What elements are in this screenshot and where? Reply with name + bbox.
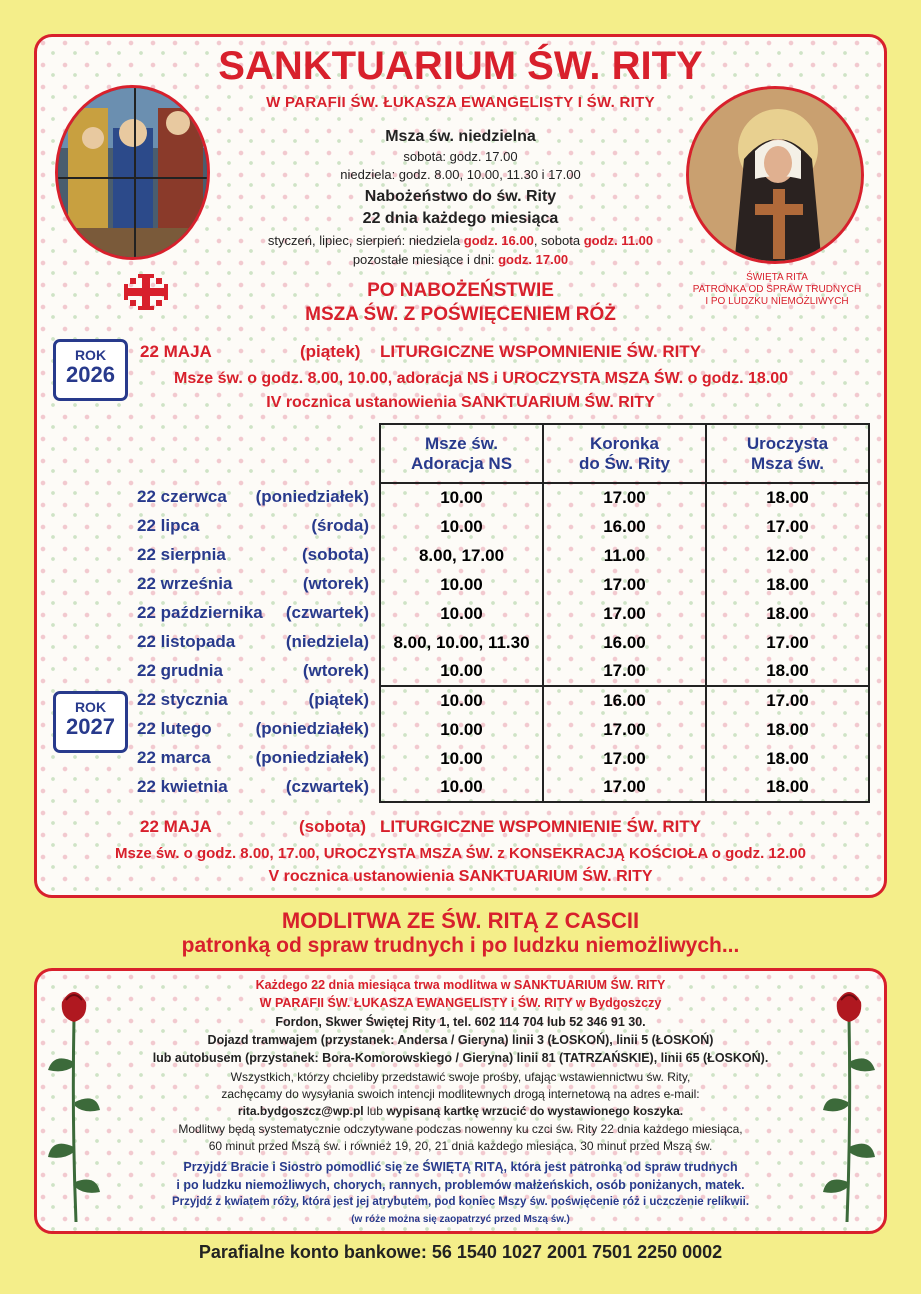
date-row — [137, 772, 369, 801]
may-2027-date: 22 MAJA — [140, 817, 212, 836]
date-label: 22 października — [137, 603, 263, 622]
after-devotion-line-1: PO NABOŻEŃSTWIE — [367, 280, 554, 301]
date-label: 22 grudnia — [137, 661, 223, 680]
devotion-time: godz. 11.00 — [583, 233, 654, 248]
devotion-text: , sobota — [533, 233, 584, 248]
may-2026-date: 22 MAJA — [140, 342, 212, 361]
info-line: 60 minut przed Mszą św. i również 19, 20, 21 dnia każdego miesiąca, 30 minut przed Mszą św. — [208, 1139, 713, 1153]
table-cell: 11.00 — [543, 541, 706, 570]
table-cell: 16.00 — [543, 628, 706, 657]
table-row — [380, 773, 869, 802]
info-line: Modlitwy będą systematycznie odczytywane podczas nowenny ku czci św. Rity 22 dnia każdego miesiąca, — [178, 1122, 743, 1136]
weekday-label: (czwartek) — [285, 603, 369, 622]
may-2026-weekday: (piątek) — [300, 342, 361, 361]
email-link[interactable]: rita.bydgoszcz@wp.pl — [237, 1104, 364, 1118]
weekday-label: (poniedziałek) — [255, 748, 369, 767]
table-cell: 16.00 — [543, 686, 706, 715]
devotion-text: styczeń, lipiec, sierpień: niedziela — [267, 233, 464, 248]
weekday-label: (niedziela) — [285, 632, 369, 651]
info-line: i po ludzku niemożliwych, chorych, rannych, problemów małżeńskich, osób poniżanych, matek. — [176, 1178, 745, 1192]
date-list — [137, 482, 369, 801]
table-cell: 17.00 — [543, 657, 706, 686]
table-row — [380, 657, 869, 686]
year-2027-badge — [53, 691, 128, 753]
table-cell: 17.00 — [706, 628, 869, 657]
devotion-time: godz. 16.00 — [463, 233, 534, 248]
date-label: 22 marca — [137, 748, 211, 767]
table-row — [380, 512, 869, 541]
weekday-label: (wtorek) — [302, 574, 369, 593]
table-cell: 8.00, 17.00 — [380, 541, 543, 570]
table-row — [380, 715, 869, 744]
table-cell: 18.00 — [706, 715, 869, 744]
table-cell: 17.00 — [543, 483, 706, 512]
table-row — [380, 599, 869, 628]
table-cell: 17.00 — [543, 599, 706, 628]
date-label: 22 kwietnia — [137, 777, 228, 796]
table-cell: 18.00 — [706, 570, 869, 599]
date-label: 22 września — [137, 574, 233, 593]
may-2027-anniversary: V rocznica ustanowienia SANKTUARIUM ŚW. RITY — [268, 868, 653, 885]
info-line: (w róże można się zaopatrzyć przed Mszą św.) — [351, 1214, 570, 1225]
may-2027-weekday: (sobota) — [299, 817, 367, 836]
header-line: Msza św. — [750, 453, 825, 473]
page-title: SANKTUARIUM ŚW. RITY — [218, 44, 703, 88]
year-label: 2027 — [66, 714, 115, 739]
table-cell: 17.00 — [543, 715, 706, 744]
devotion-line-1 — [0, 233, 921, 248]
info-text: wypisaną kartkę wrzucić do wystawionego koszyka. — [386, 1104, 684, 1118]
prayer-heading: MODLITWA ZE ŚW. RITĄ Z CASCII — [281, 908, 640, 933]
date-label: 22 lipca — [137, 516, 200, 535]
date-row — [137, 569, 369, 598]
table-cell: 18.00 — [706, 657, 869, 686]
date-row — [137, 511, 369, 540]
date-row — [137, 482, 369, 511]
table-cell: 10.00 — [380, 512, 543, 541]
header-line: do Św. Rity — [579, 453, 670, 473]
table-cell: 10.00 — [380, 599, 543, 628]
devotion-heading: Nabożeństwo do św. Rity — [364, 188, 557, 205]
date-row — [137, 627, 369, 656]
schedule-table — [379, 423, 870, 803]
table-cell: 18.00 — [706, 773, 869, 802]
info-line: Dojazd tramwajem (przystanek: Andersa / Gieryna) linii 3 (ŁOSKOŃ), linii 5 (ŁOSKOŃ) — [207, 1033, 714, 1047]
page-subtitle: W PARAFII ŚW. ŁUKASZA EWANGELISTY I ŚW. RITY — [266, 94, 655, 111]
may-2026-anniversary: IV rocznica ustanowienia SANKTUARIUM ŚW. RITY — [266, 394, 655, 411]
weekday-label: (poniedziałek) — [255, 487, 369, 506]
date-row — [137, 743, 369, 772]
table-row — [380, 686, 869, 715]
devotion-text: pozostałe miesiące i dni: — [352, 252, 499, 267]
table-row — [380, 570, 869, 599]
table-cell: 18.00 — [706, 744, 869, 773]
devotion-line-2 — [0, 252, 921, 267]
may-2027-event: LITURGICZNE WSPOMNIENIE ŚW. RITY — [380, 817, 702, 836]
after-devotion-line-2: MSZA ŚW. Z POŚWIĘCENIEM RÓŻ — [305, 304, 616, 325]
column-header — [380, 424, 543, 483]
table-cell: 10.00 — [380, 744, 543, 773]
table-cell: 10.00 — [380, 773, 543, 802]
table-row — [380, 541, 869, 570]
table-row — [380, 483, 869, 512]
devotion-time: godz. 17.00 — [498, 252, 569, 267]
table-cell: 10.00 — [380, 686, 543, 715]
header-line: Adoracja NS — [410, 453, 513, 473]
table-cell: 17.00 — [543, 570, 706, 599]
year-label: 2026 — [66, 362, 115, 387]
table-cell: 10.00 — [380, 657, 543, 686]
header-line: Koronka — [590, 433, 659, 453]
weekday-label: (sobota) — [301, 545, 369, 564]
table-row — [380, 744, 869, 773]
table-cell: 18.00 — [706, 599, 869, 628]
sunday-mass-heading: Msza św. niedzielna — [385, 128, 536, 145]
info-text: lub — [363, 1104, 387, 1118]
table-cell: 17.00 — [543, 744, 706, 773]
table-cell: 18.00 — [706, 483, 869, 512]
year-2026-badge — [53, 339, 128, 401]
table-cell: 16.00 — [543, 512, 706, 541]
date-row — [137, 540, 369, 569]
may-2026-event: LITURGICZNE WSPOMNIENIE ŚW. RITY — [380, 342, 702, 361]
rita-caption-line: ŚWIĘTA RITA — [746, 272, 808, 283]
rita-caption-line: PATRONKA OD SPRAW TRUDNYCH — [692, 284, 862, 295]
header-line: Uroczysta — [746, 433, 829, 453]
table-cell: 10.00 — [380, 715, 543, 744]
table-header-row — [380, 424, 869, 483]
info-line: W PARAFII ŚW. ŁUKASZA EWANGELISTY i ŚW. RITY w Bydgoszczy — [259, 996, 662, 1010]
column-header — [706, 424, 869, 483]
table-cell: 17.00 — [543, 773, 706, 802]
column-header — [543, 424, 706, 483]
sunday-mass-saturday: sobota: godz. 17.00 — [403, 149, 518, 164]
table-cell: 17.00 — [706, 512, 869, 541]
rita-caption-line: I PO LUDZKU NIEMOŻLIWYCH — [705, 296, 849, 307]
info-line: Wszystkich, którzy chcieliby przedstawić swoje prośby, ufając wstawiennictwu św. Rity, — [230, 1070, 691, 1084]
table-row — [380, 628, 869, 657]
devotion-subheading: 22 dnia każdego miesiąca — [362, 210, 559, 227]
date-label: 22 lutego — [137, 719, 212, 738]
date-label: 22 stycznia — [137, 690, 228, 709]
date-label: 22 sierpnia — [137, 545, 226, 564]
weekday-label: (piątek) — [308, 690, 369, 709]
date-label: 22 listopada — [137, 632, 236, 651]
weekday-label: (środa) — [311, 516, 369, 535]
may-2026-masses: Msze św. o godz. 8.00, 10.00, adoracja NS i UROCZYSTA MSZA ŚW. o godz. 18.00 — [174, 370, 789, 387]
table-cell: 12.00 — [706, 541, 869, 570]
bank-account: Parafialne konto bankowe: 56 1540 1027 2001 7501 2250 0002 — [198, 1242, 723, 1262]
info-line — [0, 1104, 921, 1118]
date-row — [137, 656, 369, 685]
weekday-label: (poniedziałek) — [255, 719, 369, 738]
table-cell: 8.00, 10.00, 11.30 — [380, 628, 543, 657]
weekday-label: (czwartek) — [285, 777, 369, 796]
weekday-label: (wtorek) — [302, 661, 369, 680]
table-cell: 10.00 — [380, 483, 543, 512]
rok-label: ROK — [74, 347, 107, 363]
date-row — [137, 685, 369, 714]
date-label: 22 czerwca — [137, 487, 227, 506]
info-line: zachęcamy do wysyłania swoich intencji modlitewnych drogą internetową na adres e-mail: — [221, 1087, 700, 1101]
info-line: Każdego 22 dnia miesiąca trwa modlitwa w SANKTUARIUM ŚW. RITY — [255, 978, 666, 992]
date-row — [137, 598, 369, 627]
table-cell: 10.00 — [380, 570, 543, 599]
info-line: Przyjdź z kwiatem róży, która jest jej atrybutem, pod koniec Mszy św. poświęcenie róż i uczczenie relikwii. — [171, 1196, 750, 1208]
may-2027-masses: Msze św. o godz. 8.00, 17.00, UROCZYSTA MSZA ŚW. z KONSEKRACJĄ KOŚCIOŁA o godz. 12.00 — [115, 845, 806, 862]
header-line: Msze św. — [424, 433, 499, 453]
info-line: lub autobusem (przystanek: Bora-Komorowskiego / Gieryna) linii 81 (TATRZAŃSKIE), linii 65 (ŁOSKOŃ). — [152, 1051, 769, 1065]
date-row — [137, 714, 369, 743]
sunday-mass-sunday: niedziela: godz. 8.00, 10.00, 11.30 i 17.00 — [340, 167, 581, 182]
rok-label: ROK — [74, 699, 107, 715]
info-line: Fordon, Skwer Świętej Rity 1, tel. 602 114 704 lub 52 346 91 30. — [275, 1015, 646, 1029]
table-cell: 17.00 — [706, 686, 869, 715]
prayer-subheading: patronką od spraw trudnych i po ludzku niemożliwych... — [181, 934, 740, 957]
info-line: Przyjdź Bracie i Siostro pomodlić się ze ŚWIĘTĄ RITĄ, która jest patronką od spraw trudnych — [183, 1160, 738, 1174]
